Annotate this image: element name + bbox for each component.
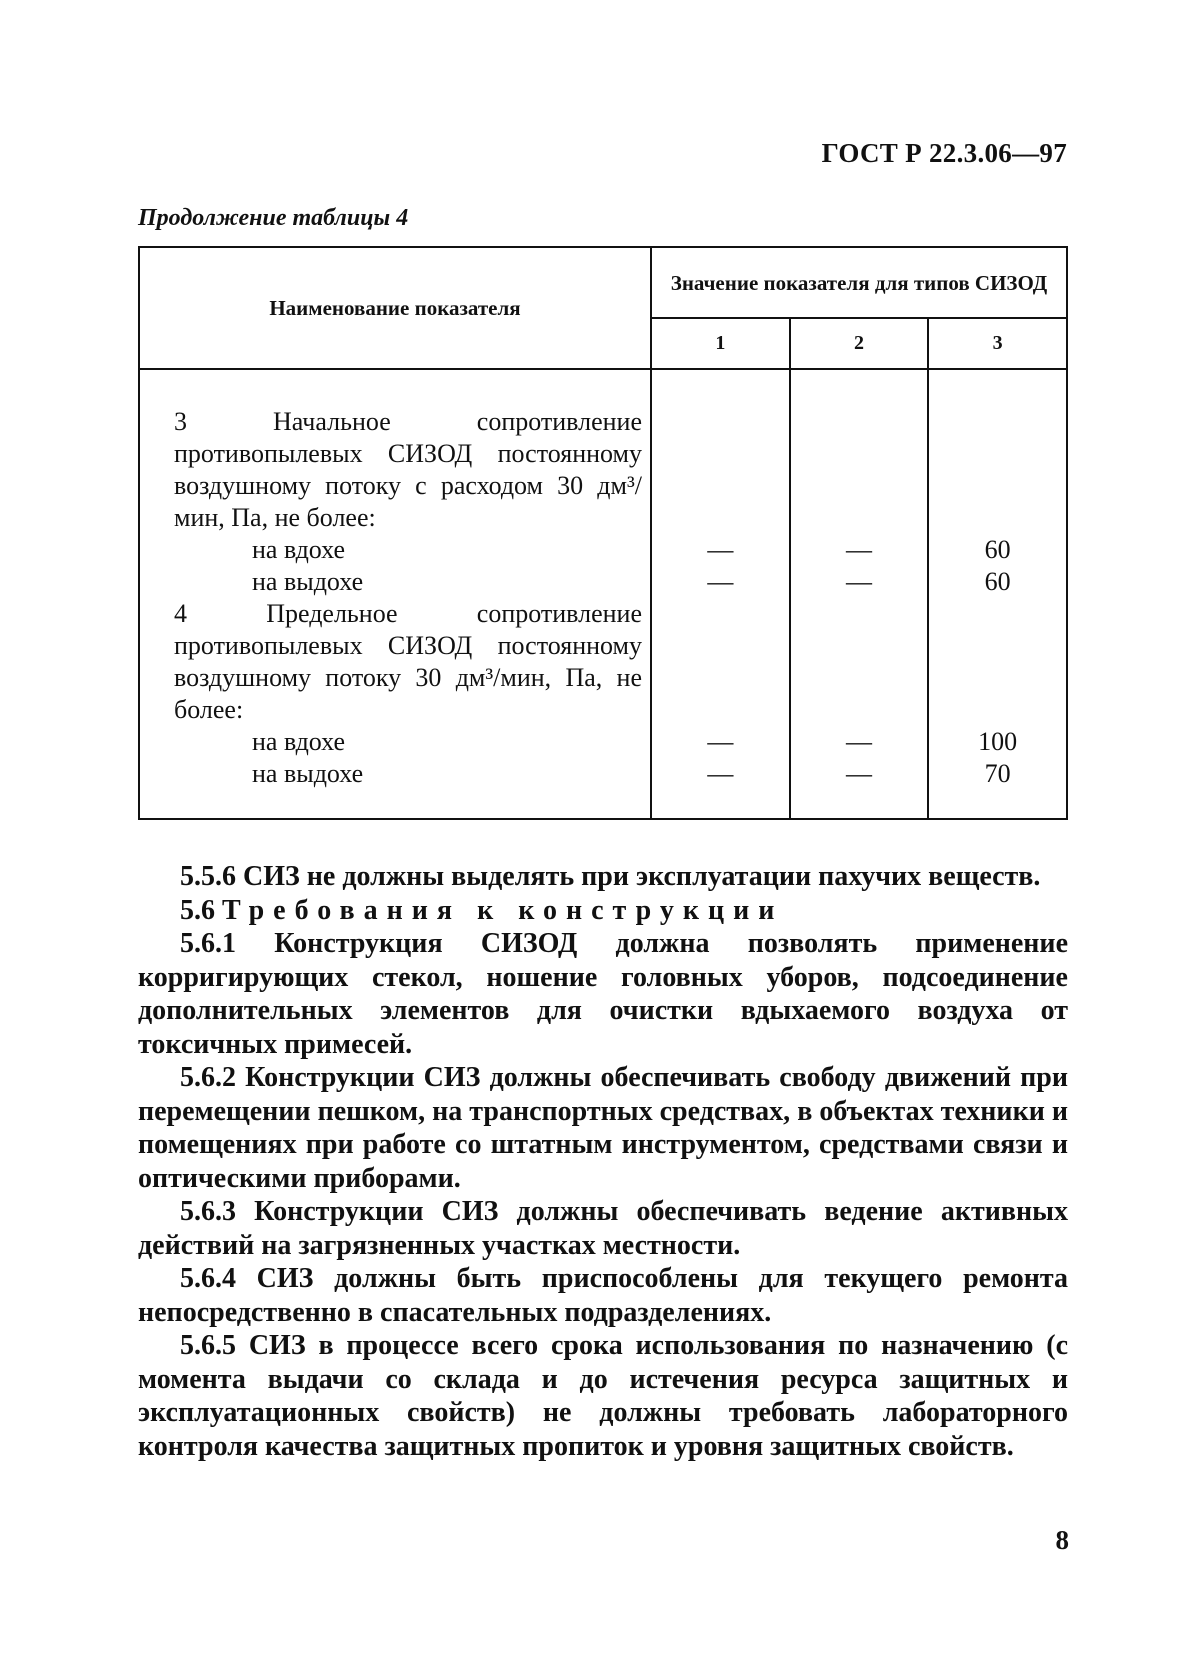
paragraph-5-6-1: 5.6.1 Конструкция СИЗОД должна позволять применение корригирующих стекол, ношение головных уборов, подсоединение дополнительных элементов для очистки вдыхаемого воздуха от токсичных примесей. (138, 928, 1068, 1060)
value-cell (929, 598, 1066, 726)
indicators-table (138, 246, 1068, 820)
type-2-values-cell (790, 369, 929, 819)
value-cell: 60 (984, 567, 1011, 596)
value-cell (652, 406, 789, 534)
paragraph-5-5-6: 5.5.6 СИЗ не должны выделять при эксплуатации пахучих веществ. (180, 861, 1041, 892)
paragraph-5-6-5: 5.6.5 СИЗ в процессе всего срока использования по назначению (с момента выдачи со склада и до истечения ресурса защитных и эксплуатационных свойств) не должны требовать лабораторного контроля качества защитных пропиток и уровня защитных свойств. (138, 1330, 1068, 1462)
type-3-values-cell (928, 369, 1067, 819)
column-number-1: 1 (651, 318, 790, 369)
indicator-4-exhale-label: на выдохе (252, 759, 364, 788)
indicator-4-name: 4 Предельное сопротивление противопылевых СИЗОД постоянному воздушному потоку 30 дм³/мин, Па, не более: (174, 599, 642, 724)
paragraph-5-6-4: 5.6.4 СИЗ должны быть приспособлены для текущего ремонта непосредственно в спасательных подразделениях. (138, 1263, 1068, 1328)
page-number: 8 (1055, 1525, 1069, 1555)
value-cell: 100 (978, 727, 1018, 756)
value-cell (929, 406, 1066, 534)
indicator-4-inhale-label: на вдохе (252, 727, 346, 756)
column-header-group: Значение показателя для типов СИЗОД (651, 247, 1067, 318)
value-cell: 60 (984, 535, 1011, 564)
column-number-3: 3 (928, 318, 1067, 369)
value-cell: — (707, 759, 734, 788)
section-title: Требования к конструкции (222, 894, 784, 926)
value-cell: — (845, 567, 872, 596)
section-number: 5.6 (180, 894, 215, 926)
value-cell: — (845, 535, 872, 564)
value-cell (791, 406, 928, 534)
value-cell: — (707, 567, 734, 596)
section-heading (138, 894, 1068, 928)
value-cell: — (845, 727, 872, 756)
value-cell: — (845, 759, 872, 788)
value-cell (652, 598, 789, 726)
indicator-3-name: 3 Начальное сопротивление противопылевых СИЗОД постоянному воздушному потоку с расходом 30 дм³/мин, Па, не более: (174, 407, 642, 532)
table-header-row (139, 247, 1067, 318)
value-cell: 70 (984, 759, 1011, 788)
table-body-row (139, 369, 1067, 819)
value-cell: — (707, 535, 734, 564)
indicator-3-exhale-label: на выдохе (252, 567, 364, 596)
column-header-name: Наименование показателя (139, 247, 651, 369)
paragraph-5-6-3: 5.6.3 Конструкции СИЗ должны обеспечивать ведение активных действий на загрязненных участках местности. (138, 1196, 1068, 1261)
document-code: ГОСТ Р 22.3.06—97 (821, 138, 1067, 168)
paragraph-5-6-2: 5.6.2 Конструкции СИЗ должны обеспечивать свободу движений при перемещении пешком, на транспортных средствах, в объектах техники и помещениях при работе со штатным инструментом, средствами связи и оптическими приборами. (138, 1062, 1068, 1194)
value-cell: — (707, 727, 734, 756)
indicator-3-inhale-label: на вдохе (252, 535, 346, 564)
indicator-names-cell (139, 369, 651, 819)
value-cell (791, 598, 928, 726)
type-1-values-cell (651, 369, 790, 819)
column-number-2: 2 (790, 318, 929, 369)
table-caption: Продолжение таблицы 4 (138, 205, 409, 231)
body-text (138, 860, 1068, 1463)
